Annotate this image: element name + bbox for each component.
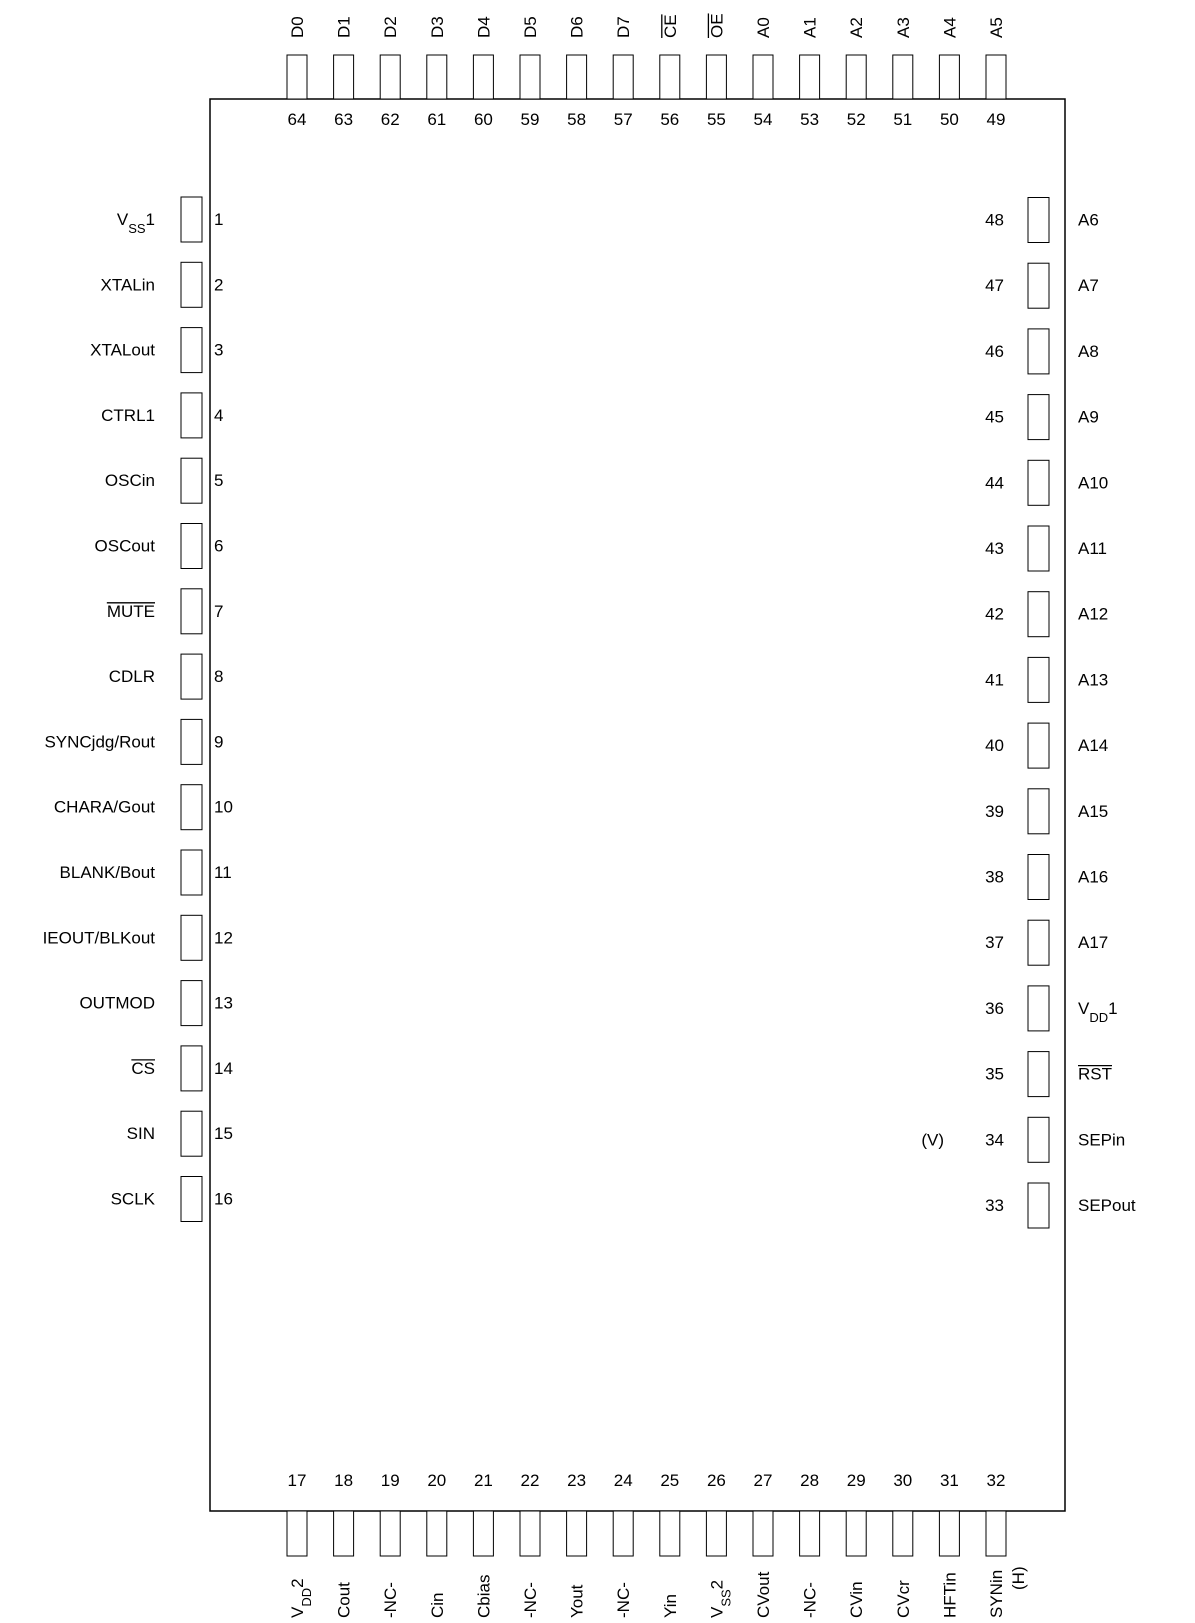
pin-28-box <box>800 1511 820 1556</box>
pin-15-label-sin: SIN <box>126 1124 155 1144</box>
pin-32-number: 32 <box>986 1471 1006 1490</box>
pin-25-box <box>660 1511 680 1556</box>
pin-57-number: 57 <box>613 110 633 129</box>
pin-56-number: 56 <box>660 110 680 129</box>
pin-4-number: 4 <box>214 405 224 425</box>
pin-36-box <box>1028 986 1049 1031</box>
pin-1-number: 1 <box>214 210 224 229</box>
pin-56-label-ce: CE <box>660 14 680 38</box>
pin-12-box <box>181 915 202 960</box>
pin-53-number: 53 <box>800 110 820 129</box>
pin-37-box <box>1028 920 1049 965</box>
pin-14-label-cs: CS <box>131 1058 155 1078</box>
pin-13-label-outmod: OUTMOD <box>79 993 155 1013</box>
pin-64-label-d0: D0 <box>288 16 307 38</box>
pin-47-number: 47 <box>985 276 1004 296</box>
pin-42-box <box>1028 592 1049 637</box>
pin-37-number: 37 <box>985 933 1004 953</box>
pin-48-number: 48 <box>985 210 1004 230</box>
pin-28-number: 28 <box>800 1471 820 1490</box>
pin-45-number: 45 <box>985 407 1004 427</box>
pin-24-label-nc: -NC- <box>614 1582 634 1618</box>
pin-39-label-a15: A15 <box>1078 801 1109 821</box>
pin-19-number: 19 <box>380 1471 400 1490</box>
pin-60-label-d4: D4 <box>474 16 494 38</box>
pin-52-number: 52 <box>846 110 866 129</box>
pin-23-label-yout: Yout <box>567 1584 587 1618</box>
pin-50-box <box>939 55 959 99</box>
pin-18-label-cout: Cout <box>334 1582 354 1618</box>
pin-50-label-group <box>940 17 959 38</box>
pin-53-label-group <box>801 17 820 38</box>
pin-62-box <box>380 55 400 99</box>
pin-27-label-cvout: CVout <box>754 1571 773 1618</box>
pin-31-label-hftin: HFTin <box>940 1572 960 1618</box>
pin-49-label-group <box>987 17 1006 38</box>
pin-5-box <box>181 458 202 503</box>
pin-45-label-a9: A9 <box>1078 407 1099 427</box>
pin-42-label-a12: A12 <box>1078 604 1109 624</box>
pin-3-number: 3 <box>214 340 224 360</box>
pin-53-box <box>800 55 820 99</box>
pin-5-number: 5 <box>214 471 224 491</box>
pin-36-number: 36 <box>985 998 1004 1018</box>
pin-27-label-group <box>754 1571 773 1618</box>
pin-58-box <box>567 55 587 99</box>
pin-17-box <box>287 1511 307 1556</box>
pin-11-number: 11 <box>214 863 232 882</box>
pin-26-number: 26 <box>706 1471 726 1490</box>
pin-10-box <box>181 785 202 830</box>
pin-10-number: 10 <box>214 797 233 817</box>
pin-20-label-group <box>428 1592 447 1618</box>
pin-50-label-a4: A4 <box>940 17 960 38</box>
pin-3-box <box>181 328 202 373</box>
pin-15-number: 15 <box>214 1124 233 1144</box>
pin-12-label-ieout-blkout: IEOUT/BLKout <box>42 928 155 948</box>
pin-14-box <box>181 1046 202 1091</box>
pin-18-number: 18 <box>334 1471 354 1490</box>
pin-33-number: 33 <box>985 1196 1004 1215</box>
pin-7-box <box>181 589 202 634</box>
pin-14-number: 14 <box>214 1058 233 1078</box>
pin-21-label-group <box>474 1575 493 1618</box>
pin-29-label-cvin: CVin <box>847 1581 867 1618</box>
pin-39-box <box>1028 789 1049 834</box>
pin-60-box <box>473 55 493 99</box>
pin-22-box <box>520 1511 540 1556</box>
pin-24-label-group <box>614 1582 633 1618</box>
pin-8-box <box>181 654 202 699</box>
pin-43-box <box>1028 526 1049 571</box>
pin-54-number: 54 <box>753 110 773 129</box>
pin-37-label-a17: A17 <box>1078 933 1109 953</box>
pin-41-box <box>1028 657 1049 702</box>
pin-62-label-d2: D2 <box>381 16 401 38</box>
pin-2-box <box>181 262 202 307</box>
pin-38-number: 38 <box>985 867 1004 887</box>
pin-9-label-syncjdg-rout: SYNCjdg/Rout <box>44 732 155 752</box>
pin-13-number: 13 <box>214 993 233 1013</box>
pin-4-box <box>181 393 202 438</box>
pin-7-label-mute: MUTE <box>106 601 155 621</box>
pin-55-box <box>706 55 726 99</box>
pin-44-number: 44 <box>985 473 1004 493</box>
pin-45-box <box>1028 395 1049 440</box>
pin-26-label-group <box>707 1580 733 1618</box>
pin-61-label-d3: D3 <box>427 16 447 38</box>
pin-55-label-oe: OE <box>707 13 727 38</box>
pin-31-number: 31 <box>939 1471 959 1490</box>
pin-40-box <box>1028 723 1049 768</box>
pin-63-box <box>334 55 354 99</box>
pin-44-box <box>1028 460 1049 505</box>
pin-51-number: 51 <box>893 110 913 129</box>
pin-32-label-synin: SYNin <box>987 1569 1006 1618</box>
pin-22-label-nc: -NC- <box>521 1582 540 1618</box>
pin-61-box <box>427 55 447 99</box>
pin-49-number: 49 <box>986 110 1006 129</box>
pin-20-label-cin: Cin <box>427 1592 447 1618</box>
pin-9-box <box>181 719 202 764</box>
pin-9-number: 9 <box>214 732 224 752</box>
pin-31-box <box>939 1511 959 1556</box>
pin-34-note: (V) <box>921 1130 944 1150</box>
pin-18-label-group <box>335 1582 354 1618</box>
pin-52-label-group <box>847 17 866 38</box>
pin-5-label-oscin: OSCin <box>104 471 155 491</box>
pin-29-box <box>846 1511 866 1556</box>
pin-63-number: 63 <box>334 110 354 129</box>
pin-30-box <box>893 1511 913 1556</box>
pin-19-box <box>380 1511 400 1556</box>
pin-19-label-nc: -NC- <box>381 1582 401 1618</box>
pin-12-number: 12 <box>214 928 233 948</box>
pin-17-label-vdd2: $V_{DD}2$ <box>288 1578 314 1618</box>
pin-3-label-xtalout: XTALout <box>90 340 155 360</box>
pin-59-label-group <box>521 16 540 38</box>
pin-8-number: 8 <box>214 667 224 687</box>
pin-35-box <box>1028 1052 1049 1097</box>
pin-32-box <box>986 1511 1006 1556</box>
pin-49-box <box>986 55 1006 99</box>
pin-62-label-group <box>381 16 400 38</box>
pin-59-box <box>520 55 540 99</box>
pin-32-label-group <box>987 1570 1006 1618</box>
pin-2-label-xtalin: XTALin <box>100 275 155 295</box>
pin-34-label-sepin: SEPin <box>1078 1130 1126 1150</box>
pin-38-label-a16: A16 <box>1078 867 1109 887</box>
pin-40-number: 40 <box>985 736 1004 756</box>
pin-16-label-sclk: SCLK <box>110 1189 155 1209</box>
pin-64-label-group <box>288 16 307 38</box>
pin-62-number: 62 <box>380 110 400 129</box>
pin-58-number: 58 <box>567 110 587 129</box>
pin-25-label-group <box>661 1594 680 1618</box>
pin-28-label-group <box>801 1582 820 1618</box>
pin-54-label-group <box>754 17 773 38</box>
pin-48-box <box>1028 198 1049 243</box>
pin-38-box <box>1028 855 1049 900</box>
pin-8-label-cdlr: CDLR <box>108 667 155 687</box>
pin-46-box <box>1028 329 1049 374</box>
pin-17-label-group <box>288 1578 314 1618</box>
pin-11-box <box>181 850 202 895</box>
pin-30-label-group <box>894 1580 913 1618</box>
pin-49-label-a5: A5 <box>987 17 1006 38</box>
pin-41-number: 41 <box>985 670 1004 690</box>
pin-43-label-a11: A11 <box>1078 539 1107 558</box>
pin-34-box <box>1028 1117 1049 1162</box>
pin-63-label-group <box>335 16 354 38</box>
pin-63-label-d1: D1 <box>334 16 354 38</box>
pin-27-box <box>753 1511 773 1556</box>
pin-48-label-a6: A6 <box>1078 210 1099 230</box>
pin-33-box <box>1028 1183 1049 1228</box>
pin-2-number: 2 <box>214 275 224 295</box>
pin-46-label-a8: A8 <box>1078 341 1099 361</box>
pin-29-label-group <box>847 1581 866 1618</box>
pin-40-label-a14: A14 <box>1078 736 1109 756</box>
pin-60-number: 60 <box>473 110 493 129</box>
pin-10-label-chara-gout: CHARA/Gout <box>53 797 155 817</box>
pin-23-label-group <box>568 1584 587 1618</box>
pin-51-label-group <box>894 17 913 38</box>
pin-32-extra-label: (H) <box>1009 1566 1028 1590</box>
pin-30-label-cvcr: CVcr <box>893 1580 913 1618</box>
pin-17-number: 17 <box>287 1471 307 1490</box>
pin-34-number: 34 <box>985 1130 1004 1150</box>
pin-60-label-group <box>474 16 493 38</box>
pin-35-label-rst: RST <box>1078 1064 1112 1084</box>
pin-64-box <box>287 55 307 99</box>
pin-21-number: 21 <box>473 1471 493 1490</box>
pin-16-number: 16 <box>214 1189 233 1209</box>
pin-11-label-blank-bout: BLANK/Bout <box>59 863 155 882</box>
pin-13-box <box>181 981 202 1026</box>
chip-body <box>210 99 1065 1511</box>
pin-22-label-group <box>521 1582 540 1618</box>
pin-32-extra-group <box>1009 1566 1028 1590</box>
pin-25-label-yin: Yin <box>660 1594 680 1618</box>
pin-41-label-a13: A13 <box>1078 670 1109 690</box>
pin-47-box <box>1028 263 1049 308</box>
pin-43-number: 43 <box>985 539 1004 558</box>
pin-57-label-d7: D7 <box>614 16 634 38</box>
pin-52-box <box>846 55 866 99</box>
pin-52-label-a2: A2 <box>847 17 867 38</box>
pin-31-label-group <box>940 1572 959 1618</box>
pin-54-label-a0: A0 <box>754 17 773 38</box>
pin-36-label-vdd1: $V_{DD}1$ <box>1078 998 1118 1025</box>
pin-46-number: 46 <box>985 341 1004 361</box>
pin-26-label-vss2: $V_{SS}2$ <box>707 1579 733 1618</box>
pin-59-number: 59 <box>520 110 540 129</box>
pin-16-box <box>181 1177 202 1222</box>
pin-55-label-group <box>707 13 726 38</box>
pin-1-box <box>181 197 202 242</box>
pin-18-box <box>334 1511 354 1556</box>
pin-29-number: 29 <box>846 1471 866 1490</box>
pin-15-box <box>181 1111 202 1156</box>
pin-28-label-nc: -NC- <box>800 1582 820 1618</box>
pin-51-box <box>893 55 913 99</box>
pin-20-box <box>427 1511 447 1556</box>
pin-26-box <box>706 1511 726 1556</box>
pin-53-label-a1: A1 <box>800 17 820 38</box>
pin-30-number: 30 <box>893 1471 913 1490</box>
pin-24-box <box>613 1511 633 1556</box>
pin-35-number: 35 <box>985 1064 1004 1084</box>
pin-47-label-a7: A7 <box>1078 276 1099 296</box>
pin-56-box <box>660 55 680 99</box>
pin-6-number: 6 <box>214 536 224 556</box>
pin-4-label-ctrl1: CTRL1 <box>101 405 155 425</box>
pin-22-number: 22 <box>520 1471 540 1490</box>
pin-7-number: 7 <box>214 601 224 621</box>
pin-21-box <box>473 1511 493 1556</box>
pin-57-box <box>613 55 633 99</box>
pin-6-box <box>181 524 202 569</box>
pin-1-label-vss1: $V_{SS}1$ <box>116 210 155 236</box>
pin-23-number: 23 <box>567 1471 587 1490</box>
pin-58-label-group <box>568 16 587 38</box>
pin-20-number: 20 <box>427 1471 447 1490</box>
pin-50-number: 50 <box>939 110 959 129</box>
pin-23-box <box>567 1511 587 1556</box>
pin-64-number: 64 <box>287 110 307 129</box>
pin-51-label-a3: A3 <box>893 17 913 38</box>
pin-58-label-d6: D6 <box>567 16 587 38</box>
pin-56-label-group <box>661 14 680 38</box>
pin-21-label-cbias: Cbias <box>474 1574 494 1618</box>
pin-19-label-group <box>381 1582 400 1618</box>
pin-39-number: 39 <box>985 801 1004 821</box>
pin-61-number: 61 <box>427 110 447 129</box>
pin-27-number: 27 <box>753 1471 773 1490</box>
pin-42-number: 42 <box>985 604 1004 624</box>
pin-61-label-group <box>428 16 447 38</box>
pin-44-label-a10: A10 <box>1078 473 1109 493</box>
pin-24-number: 24 <box>613 1471 633 1490</box>
pin-55-number: 55 <box>706 110 726 129</box>
pin-33-label-sepout: SEPout <box>1078 1196 1136 1215</box>
pin-59-label-d5: D5 <box>521 16 540 38</box>
pin-6-label-oscout: OSCout <box>94 536 155 556</box>
pin-54-box <box>753 55 773 99</box>
pin-25-number: 25 <box>660 1471 680 1490</box>
pin-57-label-group <box>614 16 633 38</box>
